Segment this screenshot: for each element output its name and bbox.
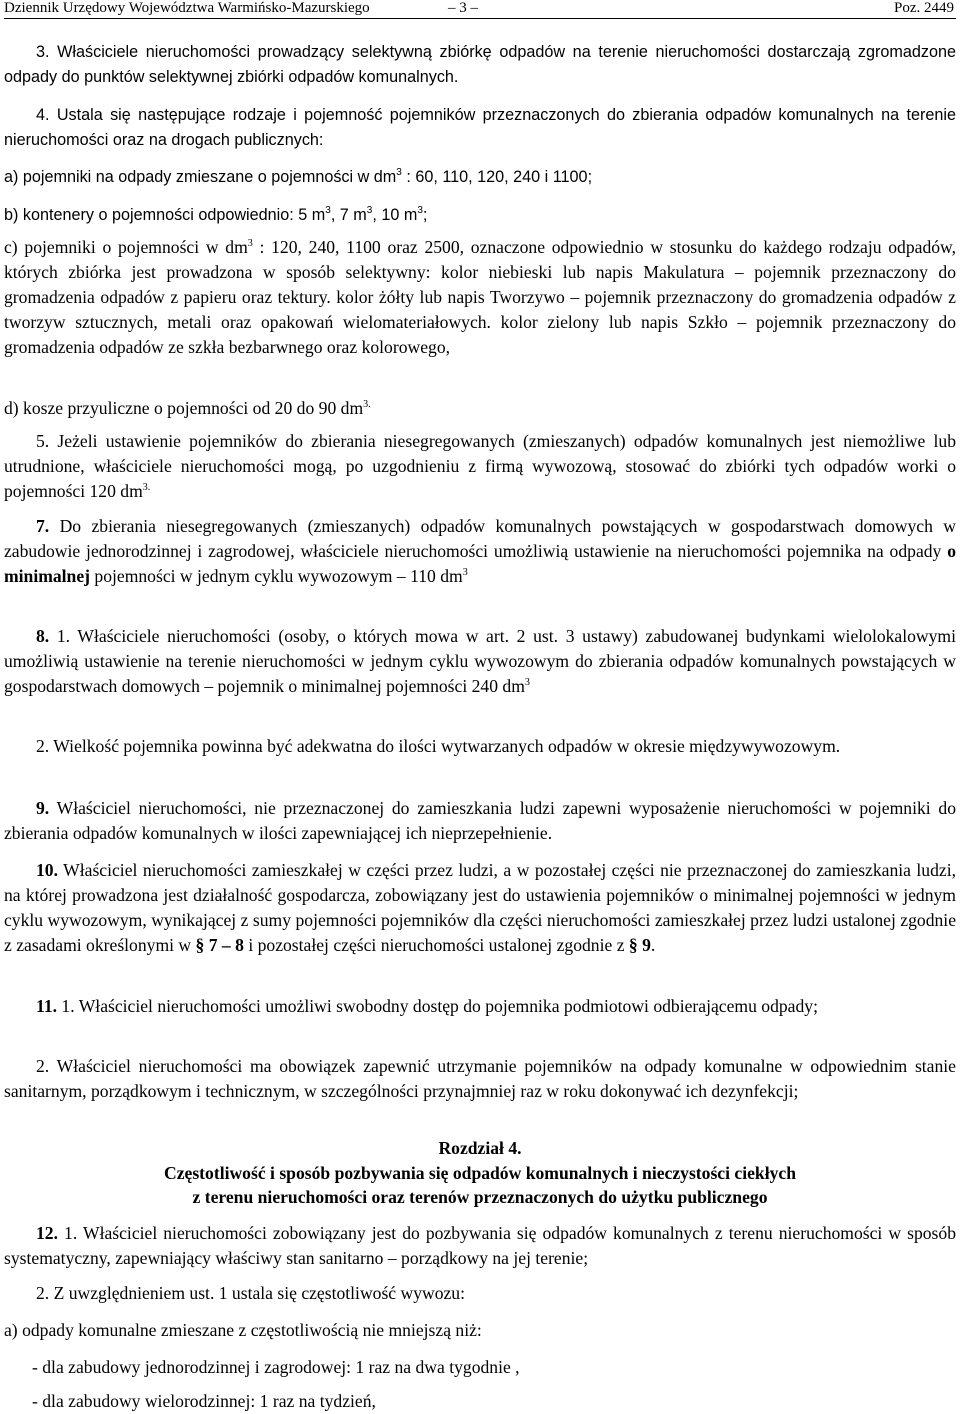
paragraph-4c: c) pojemniki o pojemności w $dm^3$ : 120, 240, 1100 oraz 2500, oznaczone odpowiednio w stosunku do każdego rodzaju odpadów, których zbiórka jest prowadzona w sposób selektywny: kolor niebieski lub napis Makulatura – pojemnik przeznaczony do gromadzenia odpadów z papieru oraz tektury. kolor żółty lub napis Tworzywo – pojemnik przeznaczony do gromadzenia odpadów z tworzyw sztucznych, metali oraz opakowań wielomateriałowych. kolor zielony lub napis Szkło – pojemnik przeznaczony do gromadzenia odpadów ze szkła bezbarwnego oraz kolorowego, xyxy=(4,237,956,357)
chapter-title-line-2: z terenu nieruchomości oraz terenów przeznaczonych do użytku publicznego xyxy=(192,1187,768,1207)
section-11-point-2: 2. Właściciel nieruchomości ma obowiązek zapewnić utrzymanie pojemników na odpady komunalne w odpowiednim stanie sanitarnym, porządkowym i technicznym, w szczególności przynajmniej raz w roku dokonywać ich dezynfekcji; xyxy=(4,1056,956,1101)
section-12-point-2: 2. Z uwzględnieniem ust. 1 ustala się częstotliwość wywozu: xyxy=(36,1283,465,1303)
section-8: 8. 1. Właściciele nieruchomości (osoby, o których mowa w art. 2 ust. 3 ustawy) zabudowanej budynkami wielolokalowymi umożliwią ustawienie na terenie nieruchomości w jednym cyklu wywozowym do zbierania odpadów komunalnych powstających w gospodarstwach domowych – pojemnik o minimalnej pojemności 240 $dm^3$ xyxy=(4,626,956,696)
section-9: 9. Właściciel nieruchomości, nie przeznaczonej do zamieszkania ludzi zapewni wyposażenie nieruchomości w pojemniki do zbierania odpadów komunalnych w ilości zapewniającej ich nieprzepełnienie. xyxy=(4,798,956,843)
section-12: 12. 1. Właściciel nieruchomości zobowiązany jest do pozbywania się odpadów komunalnych z terenu nieruchomości w sposób systematyczny, zapewniający właściwy stan sanitarno – porządkowy na jej terenie; xyxy=(4,1223,956,1268)
page-number: – 3 – xyxy=(448,0,478,16)
frequency-multi-family: - dla zabudowy wielorodzinnej: 1 raz na tydzień, xyxy=(32,1391,376,1411)
section-11: 11. 1. Właściciel nieruchomości umożliwi swobodny dostęp do pojemnika podmiotowi odbierającemu odpady; xyxy=(36,996,818,1016)
section-7: 7. Do zbierania niesegregowanych (zmieszanych) odpadów komunalnych powstających w gospodarstwach domowych w zabudowie jednorodzinnej i zagrodowej, właściciele nieruchomości umożliwią ustawienie na nieruchomości pojemnika na odpady o minimalnej pojemności w jednym cyklu wywozowym – 110 $dm^3$ xyxy=(4,516,956,586)
section-number: 10. xyxy=(36,860,58,880)
section-number: 12. xyxy=(36,1223,58,1243)
section-number: 11. xyxy=(36,996,58,1016)
paragraph-4: 4. Ustala się następujące rodzaje i pojemność pojemników przeznaczonych do zbierania odpadów komunalnych na terenie nieruchomości oraz na drogach publicznych: xyxy=(4,106,956,149)
position-number: Poz. 2449 xyxy=(894,0,954,16)
paragraph-5: 5. Jeżeli ustawienie pojemników do zbierania niesegregowanych (zmieszanych) odpadów komunalnych jest niemożliwe lub utrudnione, właściciele nieruchomości mogą, po uzgodnieniu z firmą wywozową, stosować do zbiórki tych odpadów worki o pojemności 120 $dm^{3.}$ xyxy=(4,431,956,501)
paragraph-3: 3. Właściciele nieruchomości prowadzący selektywną zbiórkę odpadów na terenie nieruchomości dostarczają zgromadzone odpady do punktów selektywnej zbiórki odpadów komunalnych. xyxy=(4,43,956,86)
section-10: 10. Właściciel nieruchomości zamieszkałej w części przez ludzi, a w pozostałej części nie przeznaczonej do zamieszkania ludzi, na której prowadzona jest działalność gospodarcza, zobowiązany jest do ustawienia pojemników o minimalnej pojemności w jednym cyklu wywozowym, wynikającej z sumy pojemności pojemników dla części nieruchomości zamieszkałej przez ludzi ustalonej zgodnie z zasadami określonymi w § 7 – 8 i pozostałej części nieruchomości ustalonej zgodnie z § 9. xyxy=(4,860,956,955)
paragraph-4d: d) kosze przyuliczne o pojemności od 20 do 90 $dm^{3.}$ xyxy=(4,398,371,418)
paragraph-4b: b) kontenery o pojemności odpowiednio: 5 $m^3$, 7 $m^3$, 10 $m^3$; xyxy=(4,205,428,224)
section-12-point-a: a) odpady komunalne zmieszane z częstotliwością nie mniejszą niż: xyxy=(4,1320,482,1340)
section-number: 9. xyxy=(36,798,50,818)
section-8-point-2: 2. Wielkość pojemnika powinna być adekwatna do ilości wytwarzanych odpadów w okresie międzywywozowym. xyxy=(36,736,841,756)
frequency-single-family: - dla zabudowy jednorodzinnej i zagrodowej: 1 raz na dwa tygodnie , xyxy=(32,1357,520,1377)
paragraph-4a: a) pojemniki na odpady zmieszane o pojemności w $dm^3$ : 60, 110, 120, 240 i 1100; xyxy=(4,167,593,186)
chapter-title-line-1: Częstotliwość i sposób pozbywania się odpadów komunalnych i nieczystości ciekłych xyxy=(164,1163,796,1183)
chapter-label: Rozdział 4. xyxy=(438,1138,522,1158)
page-header xyxy=(4,0,956,19)
section-number: 8. xyxy=(36,626,50,646)
journal-title: Dziennik Urzędowy Województwa Warmińsko-Mazurskiego xyxy=(4,0,370,16)
section-number: 7. xyxy=(36,516,50,536)
